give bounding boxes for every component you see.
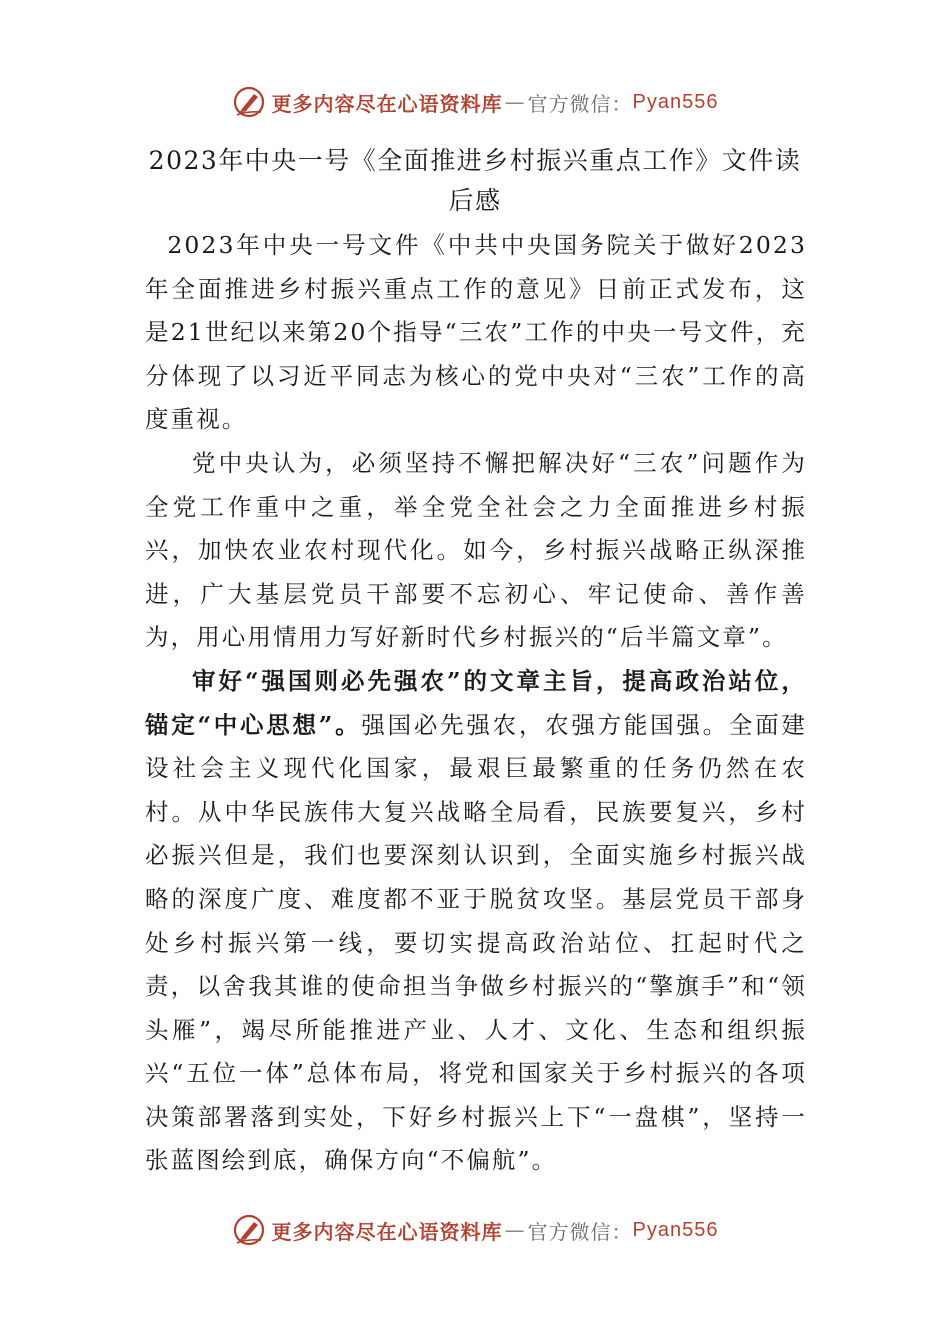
footer-dash: — — [504, 1218, 526, 1242]
document-title: 2023年中央一号《全面推进乡村振兴重点工作》文件读后感 — [148, 146, 802, 215]
footer-brand-text: 更多内容尽在心语资料库 — [271, 1219, 503, 1244]
header-brand-text: 更多内容尽在心语资料库 — [271, 91, 503, 116]
paragraph-1: 2023年中央一号文件《中共中央国务院关于做好2023年全面推进乡村振兴重点工作的意见》日前正式发布，这是21世纪以来第20个指导“三农”工作的中央一号文件，充分体现了以习近平同志为核心的党中央对“三农”工作的高度重视。 — [145, 231, 807, 434]
header-watermark — [0, 82, 950, 122]
paragraph-2: 党中央认为，必须坚持不懈把解决好“三农”问题作为全党工作重中之重，举全党全社会之力全面推进乡村振兴，加快农业农村现代化。如今，乡村振兴战略正纵深推进，广大基层党员干部要不忘初心、牢记使命、善作善为，用心用情用力写好新时代乡村振兴的“后半篇文章”。 — [145, 448, 807, 652]
footer-wechat-label: 官方微信： — [527, 1219, 633, 1244]
footer-wechat-id: Pyan556 — [632, 1218, 719, 1241]
pen-logo-icon — [232, 1213, 266, 1247]
paragraph-3-heading: 审好“强国则必先强农”的文章主旨，提高政治站位，锚定“中心思想”。 — [145, 666, 807, 739]
header-dash: — — [504, 90, 526, 114]
document-body — [145, 224, 807, 1183]
paragraph-3-body: 强国必先强农，农强方能国强。全面建设社会主义现代化国家，最艰巨最繁重的任务仍然在农村。从中华民族伟大复兴战略全局看，民族要复兴，乡村必振兴但是，我们也要深刻认识到，全面实施乡村振兴战略的深度广度、难度都不亚于脱贫攻坚。基层党员干部身处乡村振兴第一线，要切实提高政治站位、扛起时代之责，以舍我其谁的使命担当争做乡村振兴的“擎旗手”和“领头雁”，竭尽所能推进产业、人才、文化、生态和组织振兴“五位一体”总体布局，将党和国家关于乡村振兴的各项决策部署落到实处，下好乡村振兴上下“一盘棋”，坚持一张蓝图绘到底，确保方向“不偏航”。 — [145, 710, 807, 1175]
header-wechat-id: Pyan556 — [632, 90, 719, 113]
footer-watermark — [0, 1210, 950, 1250]
pen-logo-icon — [232, 85, 266, 119]
paragraph-3 — [145, 660, 807, 1183]
header-wechat-label: 官方微信： — [527, 91, 633, 116]
